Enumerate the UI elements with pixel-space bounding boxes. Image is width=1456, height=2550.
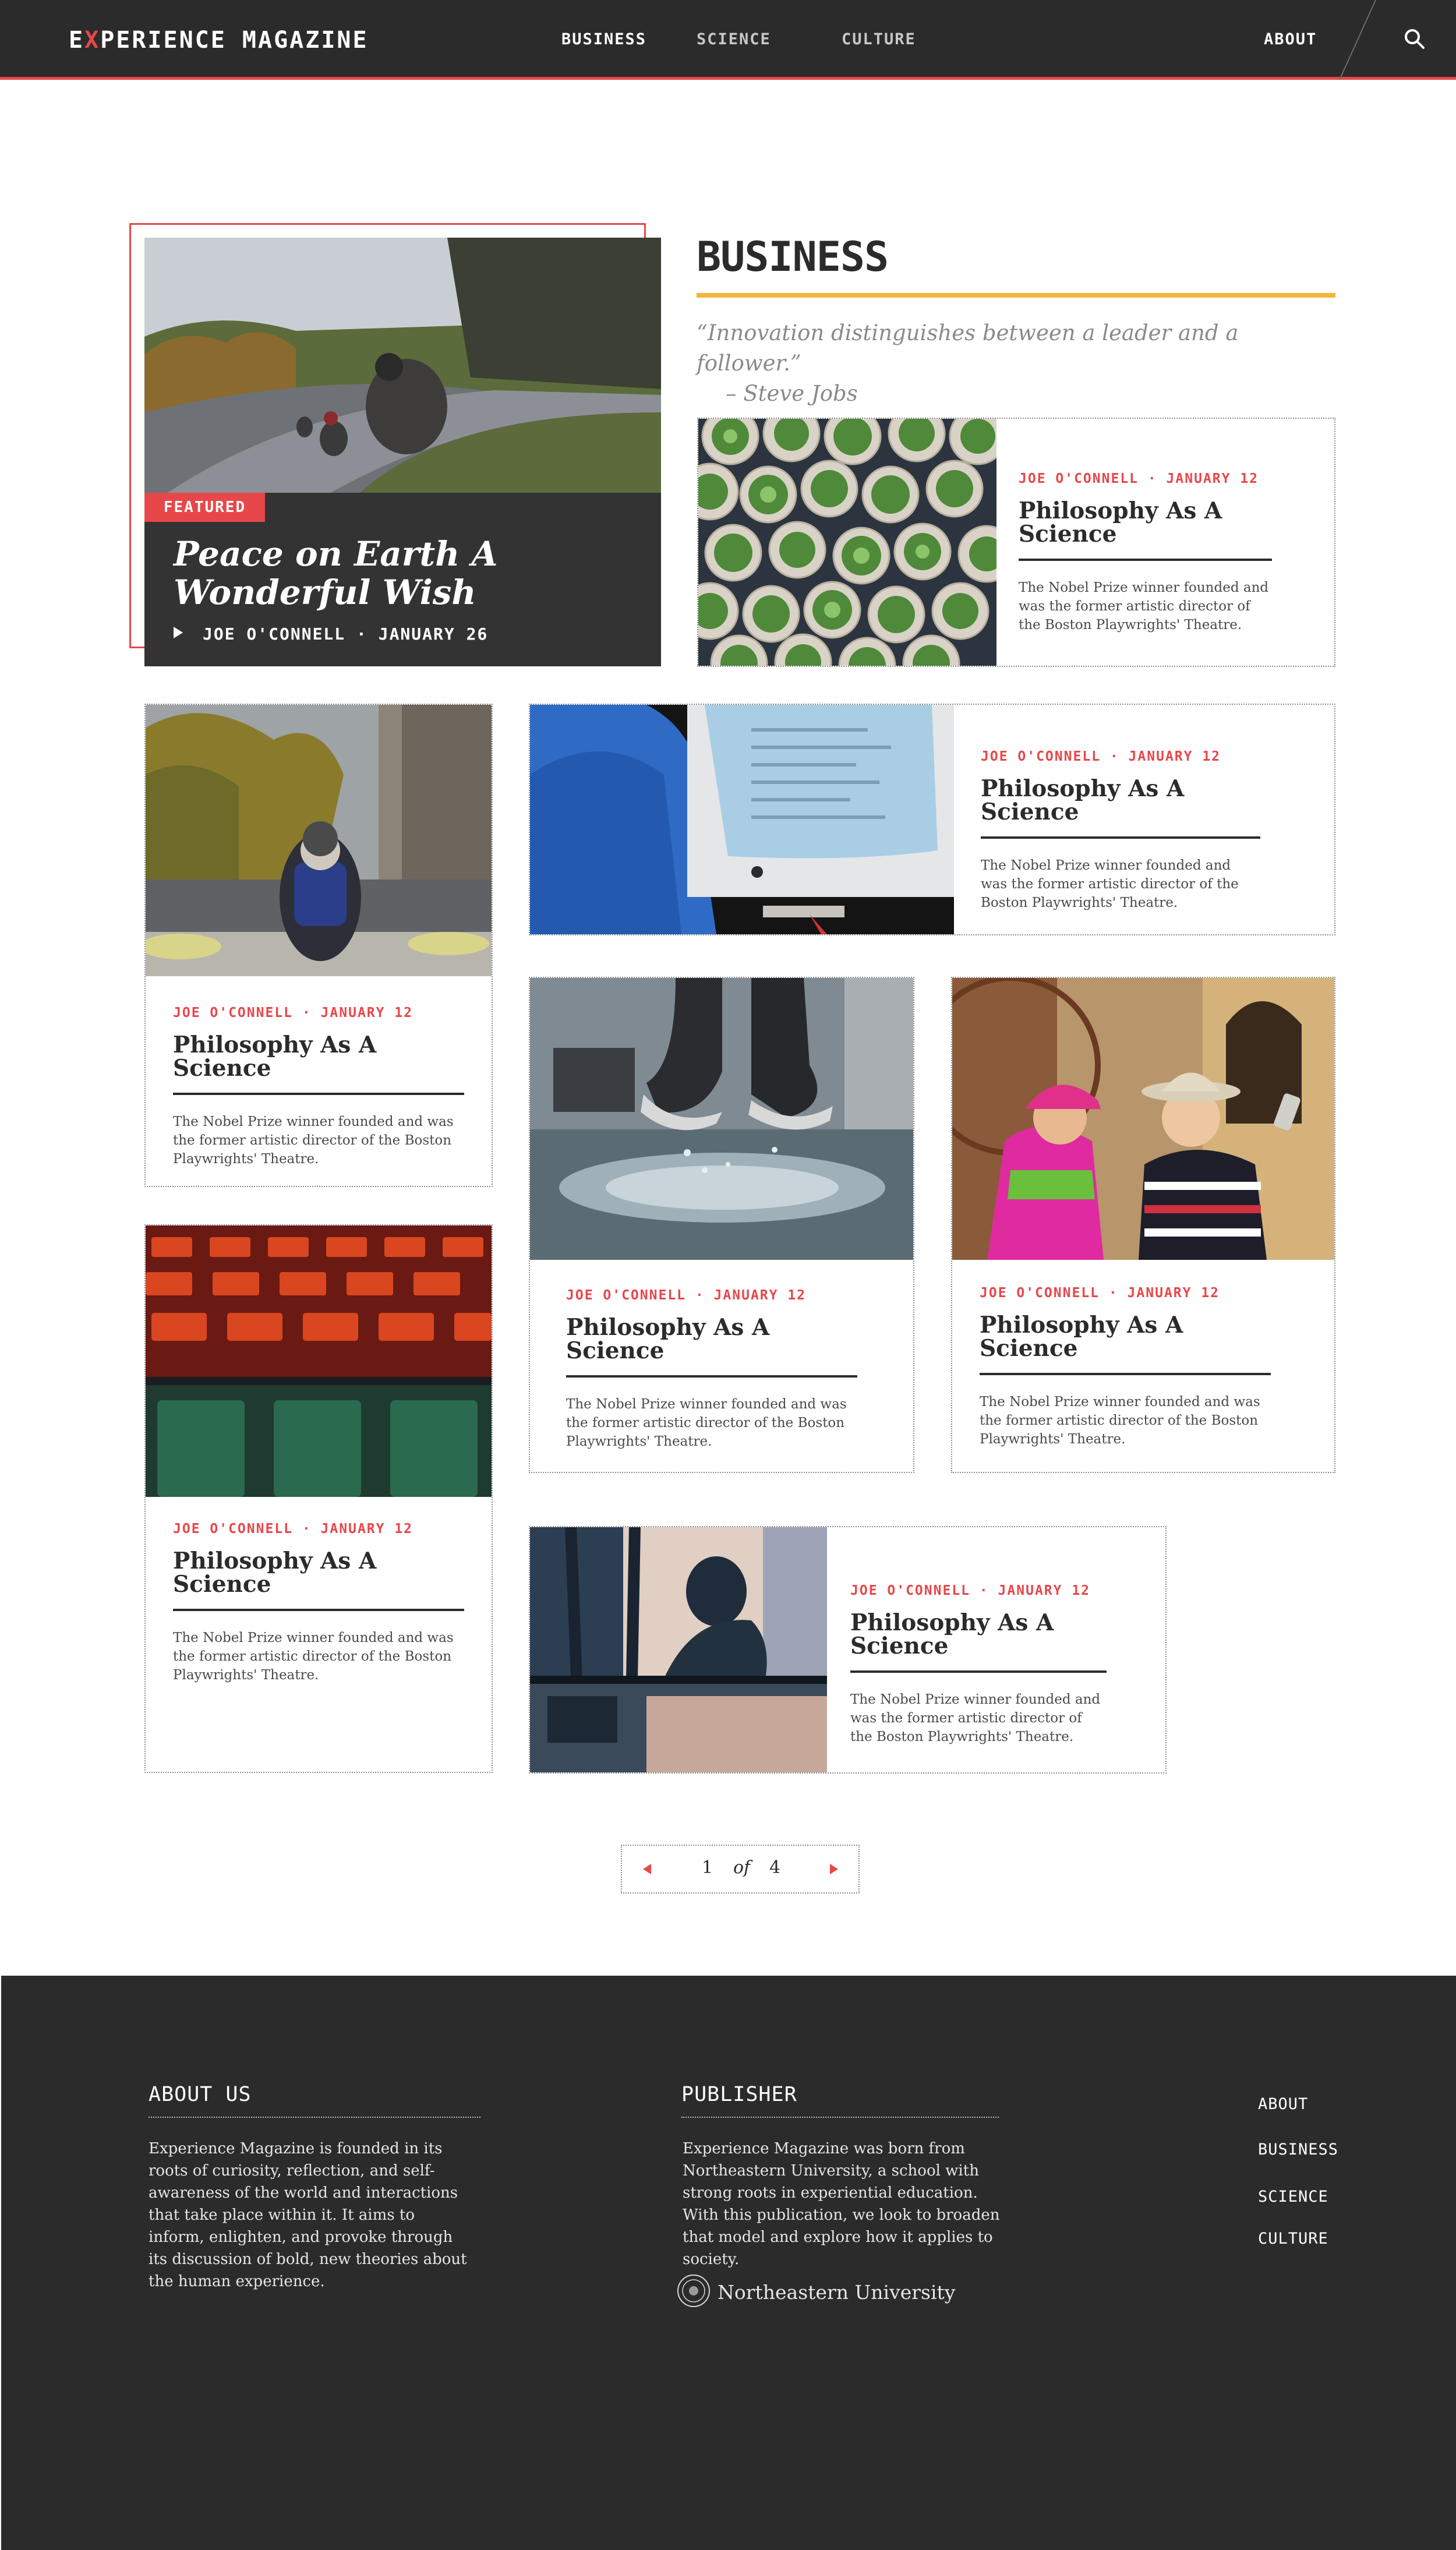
site-header [0, 0, 1456, 80]
nav-business[interactable]: BUSINESS [561, 30, 647, 48]
footer-about-text: Experience Magazine is founded in its roots of curiosity, reflection, and self-awareness of the world and interactions that take place within it. It aims to inform, enlighten, and provoke through its discussion of bold, new theories about the human experience. [149, 2140, 467, 2290]
card-description: The Nobel Prize winner founded and was the former artistic director of the Boston Playwrights' Theatre. [173, 1114, 454, 1167]
card-body [981, 749, 1260, 912]
card-body [566, 1288, 857, 1451]
footer-publisher-text: Experience Magazine was born from Northeastern University, a school with strong roots in experiential education. With this publication, we look to broaden that model and explore how it applies to society. [683, 2140, 1000, 2268]
footer-publisher-title: PUBLISHER [681, 2083, 999, 2118]
search-icon[interactable] [1402, 27, 1426, 50]
card-title[interactable]: Philosophy As A Science [981, 777, 1260, 839]
card-image [530, 705, 954, 934]
card-description: The Nobel Prize winner founded and was the former artistic director of the Boston Playwrights' Theatre. [980, 1394, 1260, 1447]
card-image [146, 1225, 492, 1497]
pagination [621, 1845, 860, 1894]
article-card[interactable] [144, 1224, 493, 1773]
footer-link-about[interactable]: ABOUT [1258, 2095, 1309, 2113]
card-description: The Nobel Prize winner founded and was the former artistic director of the Boston Playwrights' Theatre. [566, 1397, 847, 1449]
nav-science[interactable]: SCIENCE [697, 30, 771, 48]
current-page: 1 [702, 1857, 713, 1878]
card-body [850, 1583, 1107, 1746]
card-description: The Nobel Prize winner founded and was the former artistic director of the Boston Playwrights' Theatre. [1019, 580, 1269, 633]
card-meta: JOE O'CONNELL · JANUARY 12 [173, 1521, 414, 1537]
article-card[interactable] [951, 977, 1335, 1473]
card-body [173, 1521, 464, 1684]
card-meta: JOE O'CONNELL · JANUARY 12 [980, 1285, 1220, 1301]
featured-meta: JOE O'CONNELL · JANUARY 26 [174, 624, 488, 644]
nav-culture[interactable]: CULTURE [842, 30, 916, 48]
card-image [530, 1527, 827, 1772]
card-description: The Nobel Prize winner founded and was the former artistic director of the Boston Playwrights' Theatre. [981, 858, 1239, 910]
article-card[interactable] [144, 704, 493, 1187]
article-card[interactable] [529, 977, 914, 1473]
card-meta: JOE O'CONNELL · JANUARY 12 [1019, 471, 1259, 486]
nav-about[interactable]: ABOUT [1264, 30, 1317, 48]
featured-badge: FEATURED [144, 493, 265, 522]
article-card[interactable] [529, 704, 1335, 935]
featured-title[interactable]: Peace on Earth A Wonderful Wish [174, 534, 498, 612]
card-meta: JOE O'CONNELL · JANUARY 12 [981, 749, 1221, 764]
footer-about-title: ABOUT US [149, 2083, 480, 2118]
card-title[interactable]: Philosophy As A Science [980, 1313, 1271, 1375]
card-title[interactable]: Philosophy As A Science [850, 1611, 1107, 1673]
card-image [146, 705, 492, 976]
card-body [173, 1005, 464, 1168]
footer-link-culture[interactable]: CULTURE [1258, 2230, 1328, 2248]
publisher-logo-text[interactable]: Northeastern University [718, 2281, 956, 2304]
section-title: BUSINESS [697, 233, 889, 281]
card-meta: JOE O'CONNELL · JANUARY 12 [173, 1005, 414, 1020]
total-pages: 4 [769, 1857, 781, 1878]
card-meta: JOE O'CONNELL · JANUARY 12 [566, 1288, 807, 1303]
card-body [1019, 471, 1272, 634]
footer-link-business[interactable]: BUSINESS [1258, 2141, 1339, 2159]
page-of-label: of [733, 1857, 751, 1878]
featured-image [144, 238, 661, 493]
northeastern-seal-icon [677, 2274, 711, 2308]
card-title[interactable]: Philosophy As A Science [566, 1316, 857, 1378]
site-logo[interactable]: EXPERIENCE MAGAZINE [69, 27, 369, 54]
card-image [698, 419, 996, 666]
card-description: The Nobel Prize winner founded and was the former artistic director of the Boston Playwrights' Theatre. [173, 1630, 454, 1683]
card-title[interactable]: Philosophy As A Science [1019, 499, 1272, 561]
section-quote: “Innovation distinguishes between a leader and a follower.” – Steve Jobs [697, 318, 1337, 409]
next-page-icon[interactable] [830, 1864, 838, 1874]
logo-x-letter: X [84, 27, 101, 54]
card-image [952, 978, 1334, 1260]
featured-article[interactable] [144, 238, 661, 666]
header-divider [1322, 0, 1380, 80]
prev-page-icon[interactable] [643, 1864, 651, 1874]
article-card[interactable] [697, 418, 1335, 667]
card-image [530, 978, 913, 1260]
article-card[interactable] [529, 1526, 1167, 1774]
section-rule [697, 293, 1335, 298]
card-description: The Nobel Prize winner founded and was the former artistic director of the Boston Playwrights' Theatre. [850, 1692, 1101, 1744]
card-body [980, 1285, 1271, 1449]
card-title[interactable]: Philosophy As A Science [173, 1033, 464, 1095]
card-meta: JOE O'CONNELL · JANUARY 12 [850, 1583, 1091, 1598]
play-icon [174, 627, 183, 638]
quote-author: – Steve Jobs [726, 381, 858, 406]
card-title[interactable]: Philosophy As A Science [173, 1549, 464, 1611]
footer-link-science[interactable]: SCIENCE [1258, 2188, 1328, 2206]
